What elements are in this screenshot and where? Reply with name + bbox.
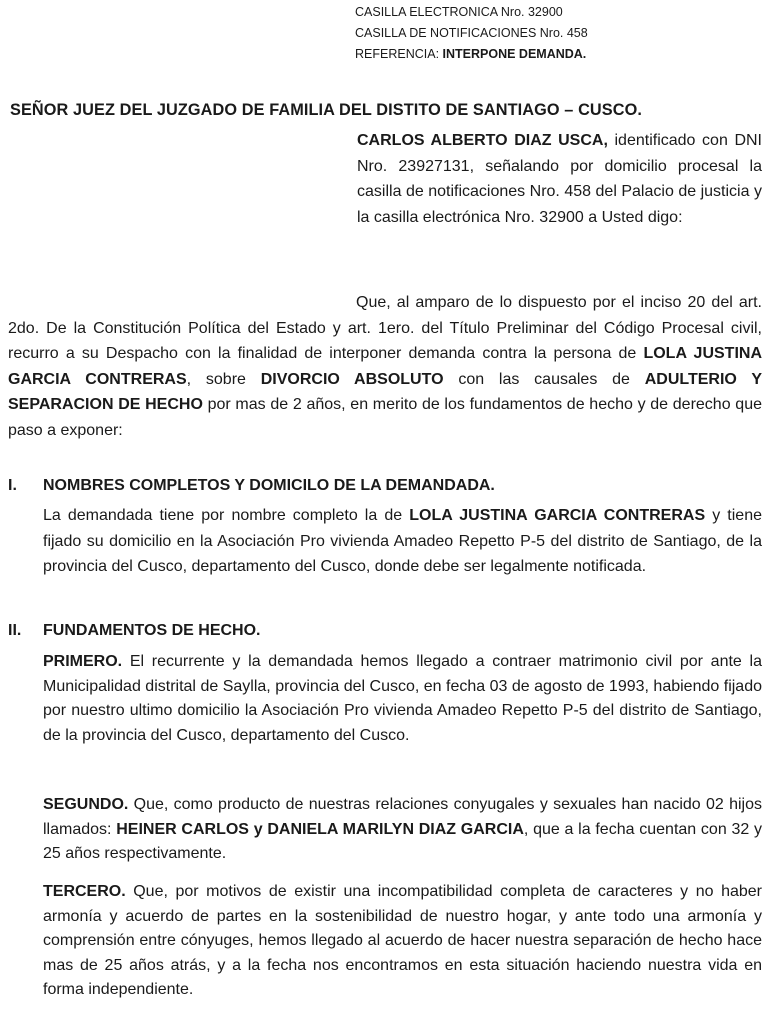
section-1-text-1: La demandada tiene por nombre completo la de	[43, 507, 410, 524]
intro-paragraph	[357, 128, 762, 230]
section-1-defendant-name: LOLA JUSTINA GARCIA CONTRERAS	[409, 507, 706, 524]
plaintiff-name: CARLOS ALBERTO DIAZ USCA,	[357, 132, 608, 149]
document-title: SEÑOR JUEZ DEL JUZGADO DE FAMILIA DEL DISTITO DE SANTIAGO – CUSCO.	[10, 101, 642, 119]
section-1-text-2: y tiene fijado su domicilio en la Asociación Pro vivienda Amadeo Repetto P-5 del distrito de Santiago, de la provincia del Cusco, departamento del Cusco, donde debe ser legalmente notificada.	[43, 507, 763, 576]
section-2-number: II.	[8, 622, 22, 639]
referencia-value: INTERPONE DEMANDA.	[442, 47, 587, 61]
claim-grounds: ADULTERIO Y SEPARACION DE HECHO	[8, 370, 763, 414]
segundo-text-1: Que, como producto de nuestras relaciones conyugales y sexuales han nacido 02 hijos llamados:	[43, 796, 762, 838]
casilla-notificaciones: CASILLA DE NOTIFICACIONES Nro. 458	[355, 26, 588, 40]
tercero-label: TERCERO.	[43, 883, 126, 900]
section-1-title: NOMBRES COMPLETOS Y DOMICILO DE LA DEMANDADA.	[43, 477, 495, 494]
intro-text: identificado con DNI Nro. 23927131, señalando por domicilio procesal la casilla de notificaciones Nro. 458 del Palacio de justicia y la casilla electrónica Nro. 32900 a Usted digo:	[357, 132, 762, 226]
opening-text-1: Que, al amparo de lo dispuesto por el inciso 20 del art. 2do. De la Constitución Política del Estado y art. 1ero. del Título Preliminar del Código Procesal civil, recurro a su Despacho con la finalidad de interponer demanda contra la persona de	[8, 294, 762, 363]
segundo-text-2: , que a la fecha cuentan con 32 y 25 años respectivamente.	[43, 820, 762, 863]
segundo-label: SEGUNDO.	[43, 796, 129, 813]
primero-text: El recurrente y la demandada hemos llegado a contraer matrimonio civil por ante la Municipalidad distrital de Saylla, provincia del Cusco, en fecha 03 de agosto de 1993, habiendo fijado por nuestro ultimo domicilio la Asociación Pro vivienda Amadeo Repetto P-5 del distrito de Santiago, de la provincia del Cusco, departamento del Cusco.	[43, 653, 762, 744]
section-1-number: I.	[8, 477, 17, 494]
opening-text-3: con las causales de	[443, 370, 645, 388]
referencia-label: REFERENCIA:	[355, 47, 443, 61]
referencia	[355, 46, 586, 62]
tercero-text: Que, por motivos de existir una incompatibilidad completa de caracteres y no haber armonía y acuerdo de partes en la sostenibilidad de nuestro hogar, y ante todo una armonía y comprensión entre cónyuges, hemos llegado al acuerdo de hacer nuestra separación de hecho hace mas de 25 años atrás, y a la fecha nos encontramos en esta situación haciendo nuestra vida en forma independiente.	[43, 883, 762, 999]
opening-paragraph	[8, 290, 762, 444]
segundo-paragraph	[43, 793, 762, 867]
opening-text-2: , sobre	[186, 370, 261, 388]
claim-type: DIVORCIO ABSOLUTO	[260, 370, 444, 388]
children-names: HEINER CARLOS y DANIELA MARILYN DIAZ GARCIA	[116, 820, 524, 838]
opening-text-4: por mas de 2 años, en merito de los fundamentos de hecho y de derecho que paso a exponer:	[8, 396, 762, 439]
section-1-paragraph	[43, 503, 762, 580]
section-2-title: FUNDAMENTOS DE HECHO.	[43, 622, 261, 639]
casilla-electronica: CASILLA ELECTRONICA Nro. 32900	[355, 5, 563, 19]
tercero-paragraph	[43, 880, 762, 1003]
primero-paragraph	[43, 650, 762, 748]
primero-label: PRIMERO.	[43, 653, 123, 670]
defendant-name: LOLA JUSTINA GARCIA CONTRERAS	[8, 345, 762, 388]
